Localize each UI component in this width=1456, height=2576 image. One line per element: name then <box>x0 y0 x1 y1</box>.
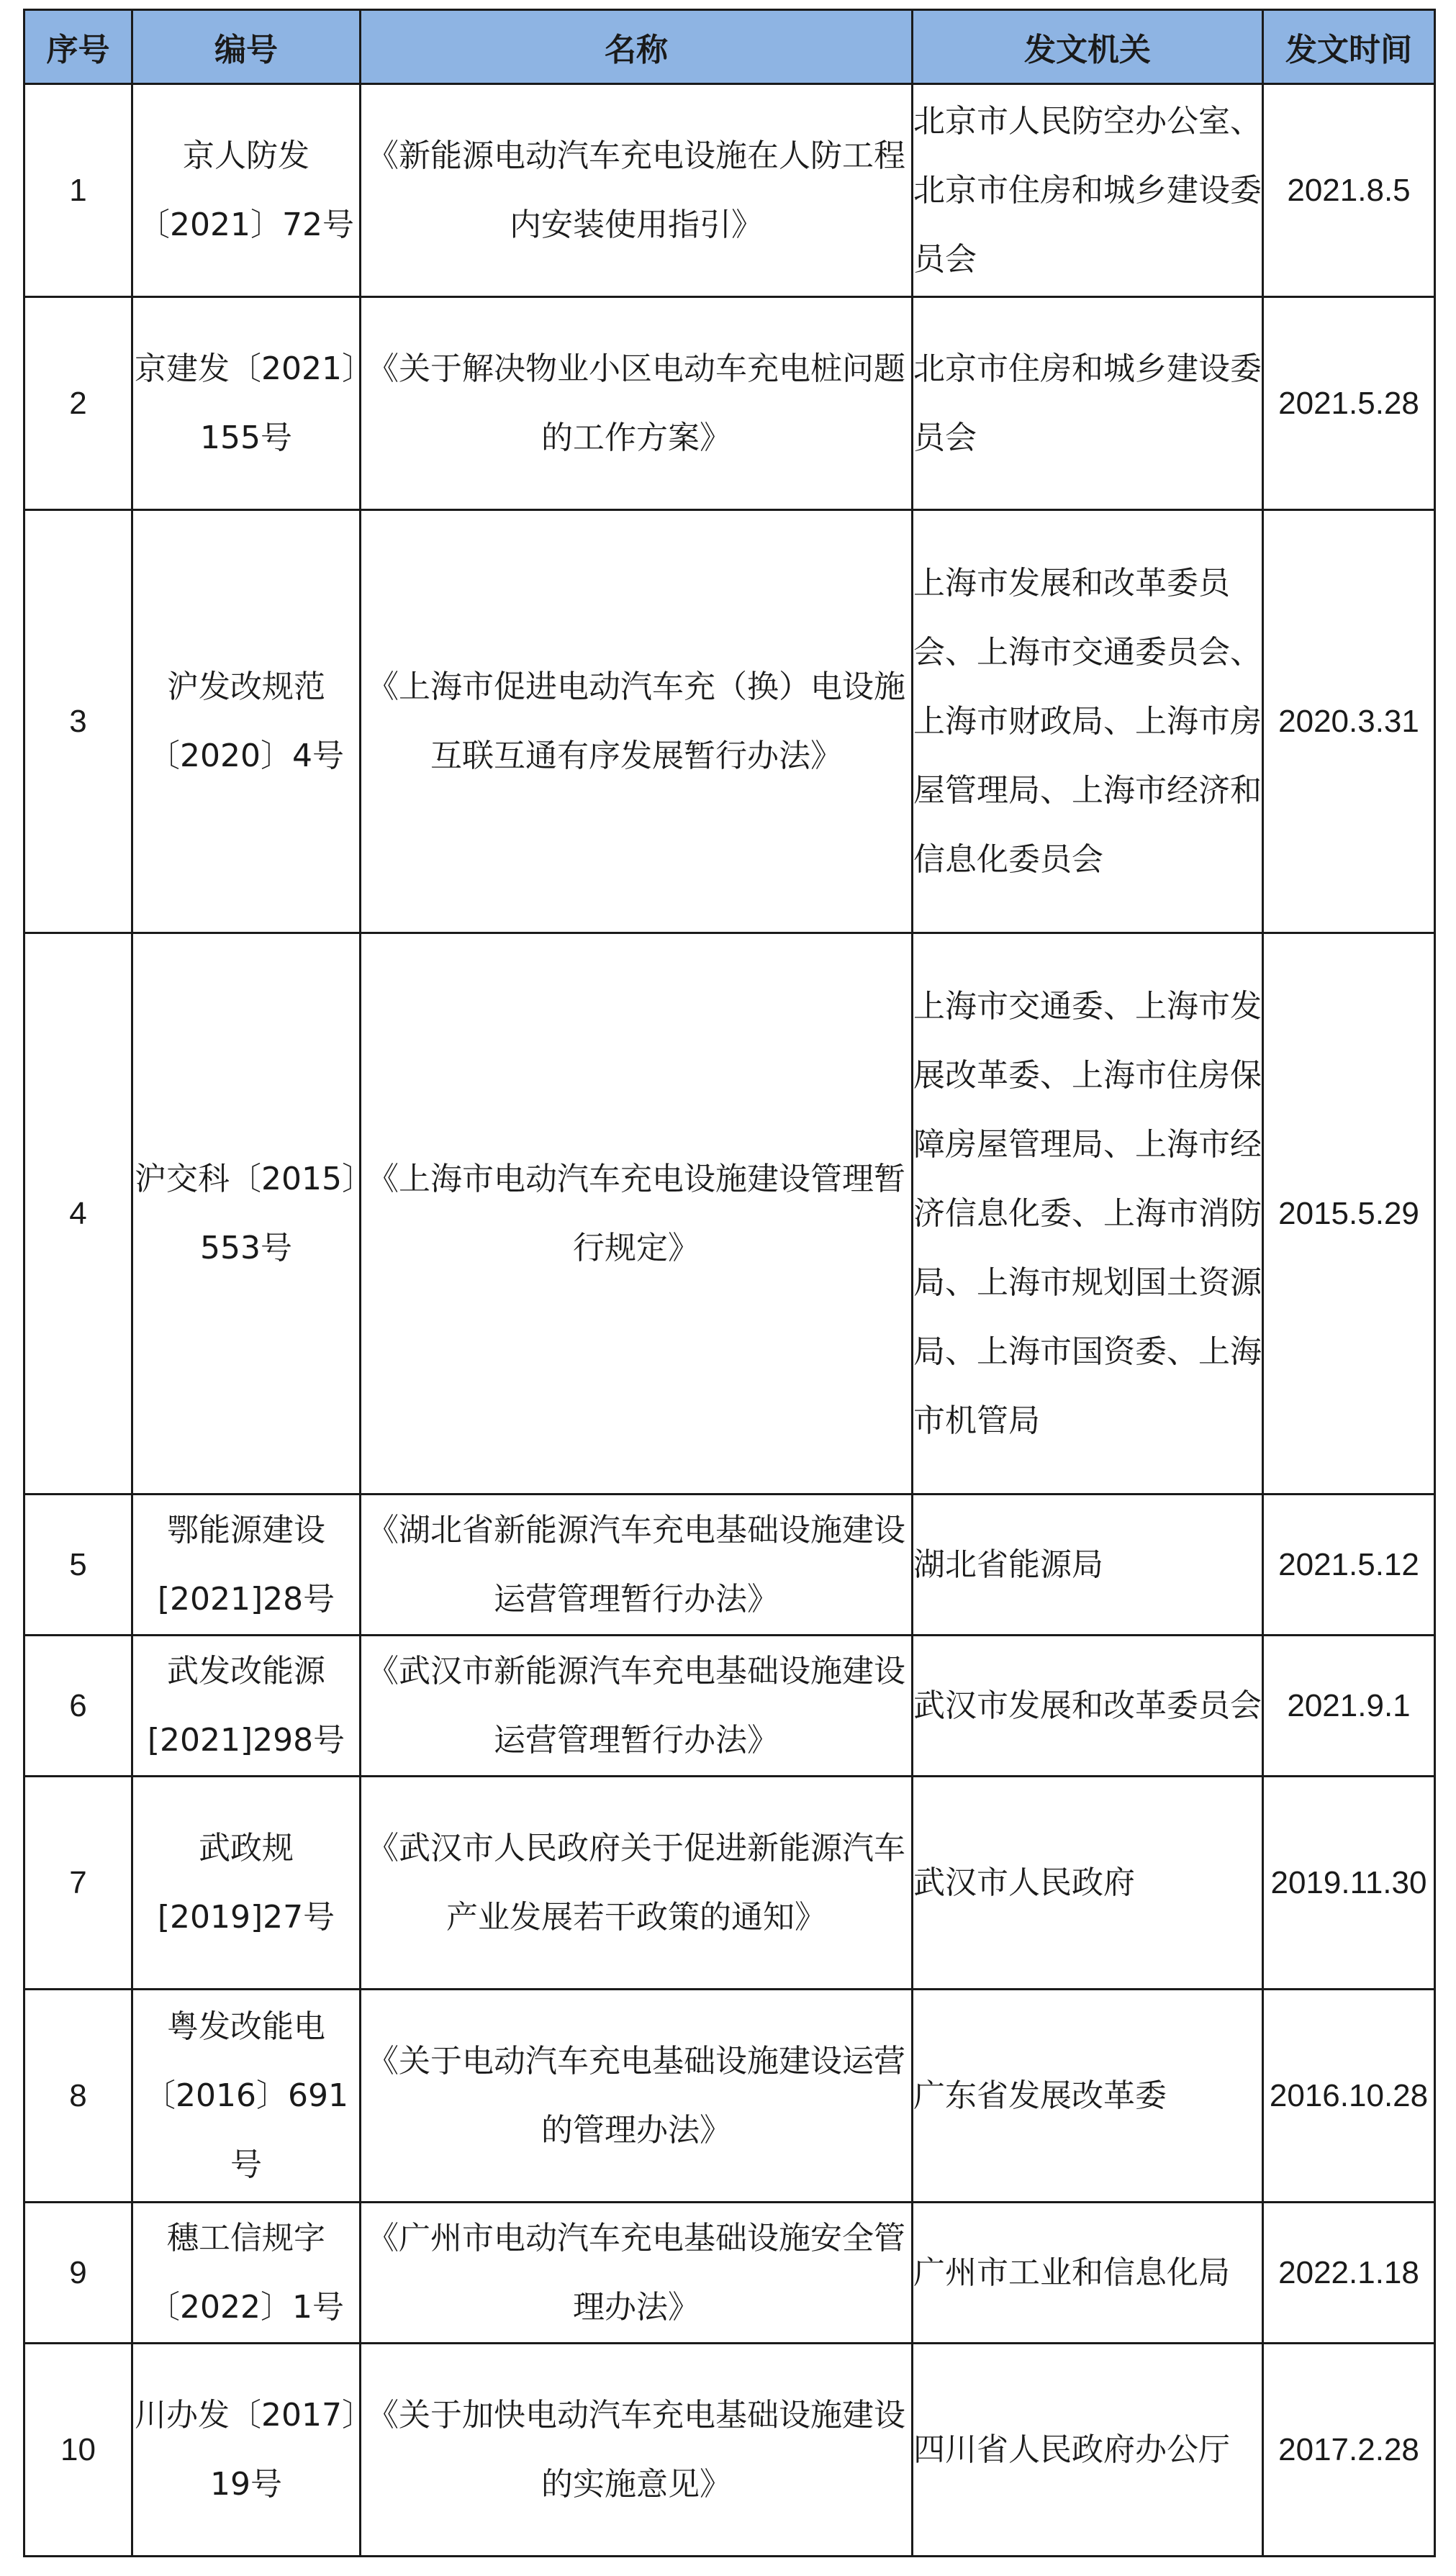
row-org: 武汉市人民政府 <box>913 1777 1263 1990</box>
row-code: 武政规[2019]27号 <box>132 1777 361 1990</box>
row-name: 《关于解决物业小区电动车充电桩问题的工作方案》 <box>361 297 913 510</box>
header-index: 序号 <box>24 10 132 84</box>
table-row <box>24 1495 1435 1636</box>
row-index: 10 <box>24 2344 132 2557</box>
row-name: 《上海市促进电动汽车充（换）电设施互联互通有序发展暂行办法》 <box>361 510 913 933</box>
table-row <box>24 1777 1435 1990</box>
table-row <box>24 933 1435 1495</box>
row-org: 湖北省能源局 <box>913 1495 1263 1636</box>
row-index: 2 <box>24 297 132 510</box>
row-org: 北京市人民防空办公室、北京市住房和城乡建设委员会 <box>913 84 1263 297</box>
row-org: 北京市住房和城乡建设委员会 <box>913 297 1263 510</box>
row-date: 2021.5.12 <box>1263 1495 1435 1636</box>
row-date: 2021.8.5 <box>1263 84 1435 297</box>
row-date: 2016.10.28 <box>1263 1990 1435 2203</box>
row-org: 四川省人民政府办公厅 <box>913 2344 1263 2557</box>
row-name: 《关于电动汽车充电基础设施建设运营的管理办法》 <box>361 1990 913 2203</box>
row-date: 2021.9.1 <box>1263 1636 1435 1777</box>
row-date: 2022.1.18 <box>1263 2203 1435 2344</box>
row-code: 鄂能源建设[2021]28号 <box>132 1495 361 1636</box>
header-org: 发文机关 <box>913 10 1263 84</box>
row-name: 《上海市电动汽车充电设施建设管理暂行规定》 <box>361 933 913 1495</box>
row-index: 4 <box>24 933 132 1495</box>
row-date: 2017.2.28 <box>1263 2344 1435 2557</box>
row-index: 8 <box>24 1990 132 2203</box>
row-date: 2021.5.28 <box>1263 297 1435 510</box>
row-org: 上海市发展和改革委员会、上海市交通委员会、上海市财政局、上海市房屋管理局、上海市经济和信息化委员会 <box>913 510 1263 933</box>
table-row <box>24 2203 1435 2344</box>
row-index: 3 <box>24 510 132 933</box>
row-code: 穗工信规字〔2022〕1号 <box>132 2203 361 2344</box>
row-index: 1 <box>24 84 132 297</box>
row-code: 沪交科〔2015〕553号 <box>132 933 361 1495</box>
row-name: 《新能源电动汽车充电设施在人防工程内安装使用指引》 <box>361 84 913 297</box>
row-org: 上海市交通委、上海市发展改革委、上海市住房保障房屋管理局、上海市经济信息化委、上海市消防局、上海市规划国土资源局、上海市国资委、上海市机管局 <box>913 933 1263 1495</box>
table-row <box>24 1636 1435 1777</box>
header-row <box>24 10 1435 84</box>
row-name: 《关于加快电动汽车充电基础设施建设的实施意见》 <box>361 2344 913 2557</box>
row-index: 7 <box>24 1777 132 1990</box>
row-org: 武汉市发展和改革委员会 <box>913 1636 1263 1777</box>
row-name: 《武汉市人民政府关于促进新能源汽车产业发展若干政策的通知》 <box>361 1777 913 1990</box>
row-date: 2019.11.30 <box>1263 1777 1435 1990</box>
policy-document-table <box>23 9 1436 2557</box>
row-code: 沪发改规范〔2020〕4号 <box>132 510 361 933</box>
row-code: 川办发〔2017〕19号 <box>132 2344 361 2557</box>
row-code: 武发改能源[2021]298号 <box>132 1636 361 1777</box>
row-index: 6 <box>24 1636 132 1777</box>
row-index: 5 <box>24 1495 132 1636</box>
header-code: 编号 <box>132 10 361 84</box>
row-org: 广东省发展改革委 <box>913 1990 1263 2203</box>
row-org: 广州市工业和信息化局 <box>913 2203 1263 2344</box>
header-name: 名称 <box>361 10 913 84</box>
row-code: 京人防发〔2021〕72号 <box>132 84 361 297</box>
row-name: 《武汉市新能源汽车充电基础设施建设运营管理暂行办法》 <box>361 1636 913 1777</box>
table-row <box>24 510 1435 933</box>
row-index: 9 <box>24 2203 132 2344</box>
header-date: 发文时间 <box>1263 10 1435 84</box>
row-code: 粤发改能电〔2016〕691号 <box>132 1990 361 2203</box>
table-row <box>24 84 1435 297</box>
table-row <box>24 1990 1435 2203</box>
table-row <box>24 297 1435 510</box>
table-row <box>24 2344 1435 2557</box>
row-date: 2015.5.29 <box>1263 933 1435 1495</box>
row-date: 2020.3.31 <box>1263 510 1435 933</box>
row-code: 京建发〔2021〕155号 <box>132 297 361 510</box>
row-name: 《湖北省新能源汽车充电基础设施建设运营管理暂行办法》 <box>361 1495 913 1636</box>
row-name: 《广州市电动汽车充电基础设施安全管理办法》 <box>361 2203 913 2344</box>
